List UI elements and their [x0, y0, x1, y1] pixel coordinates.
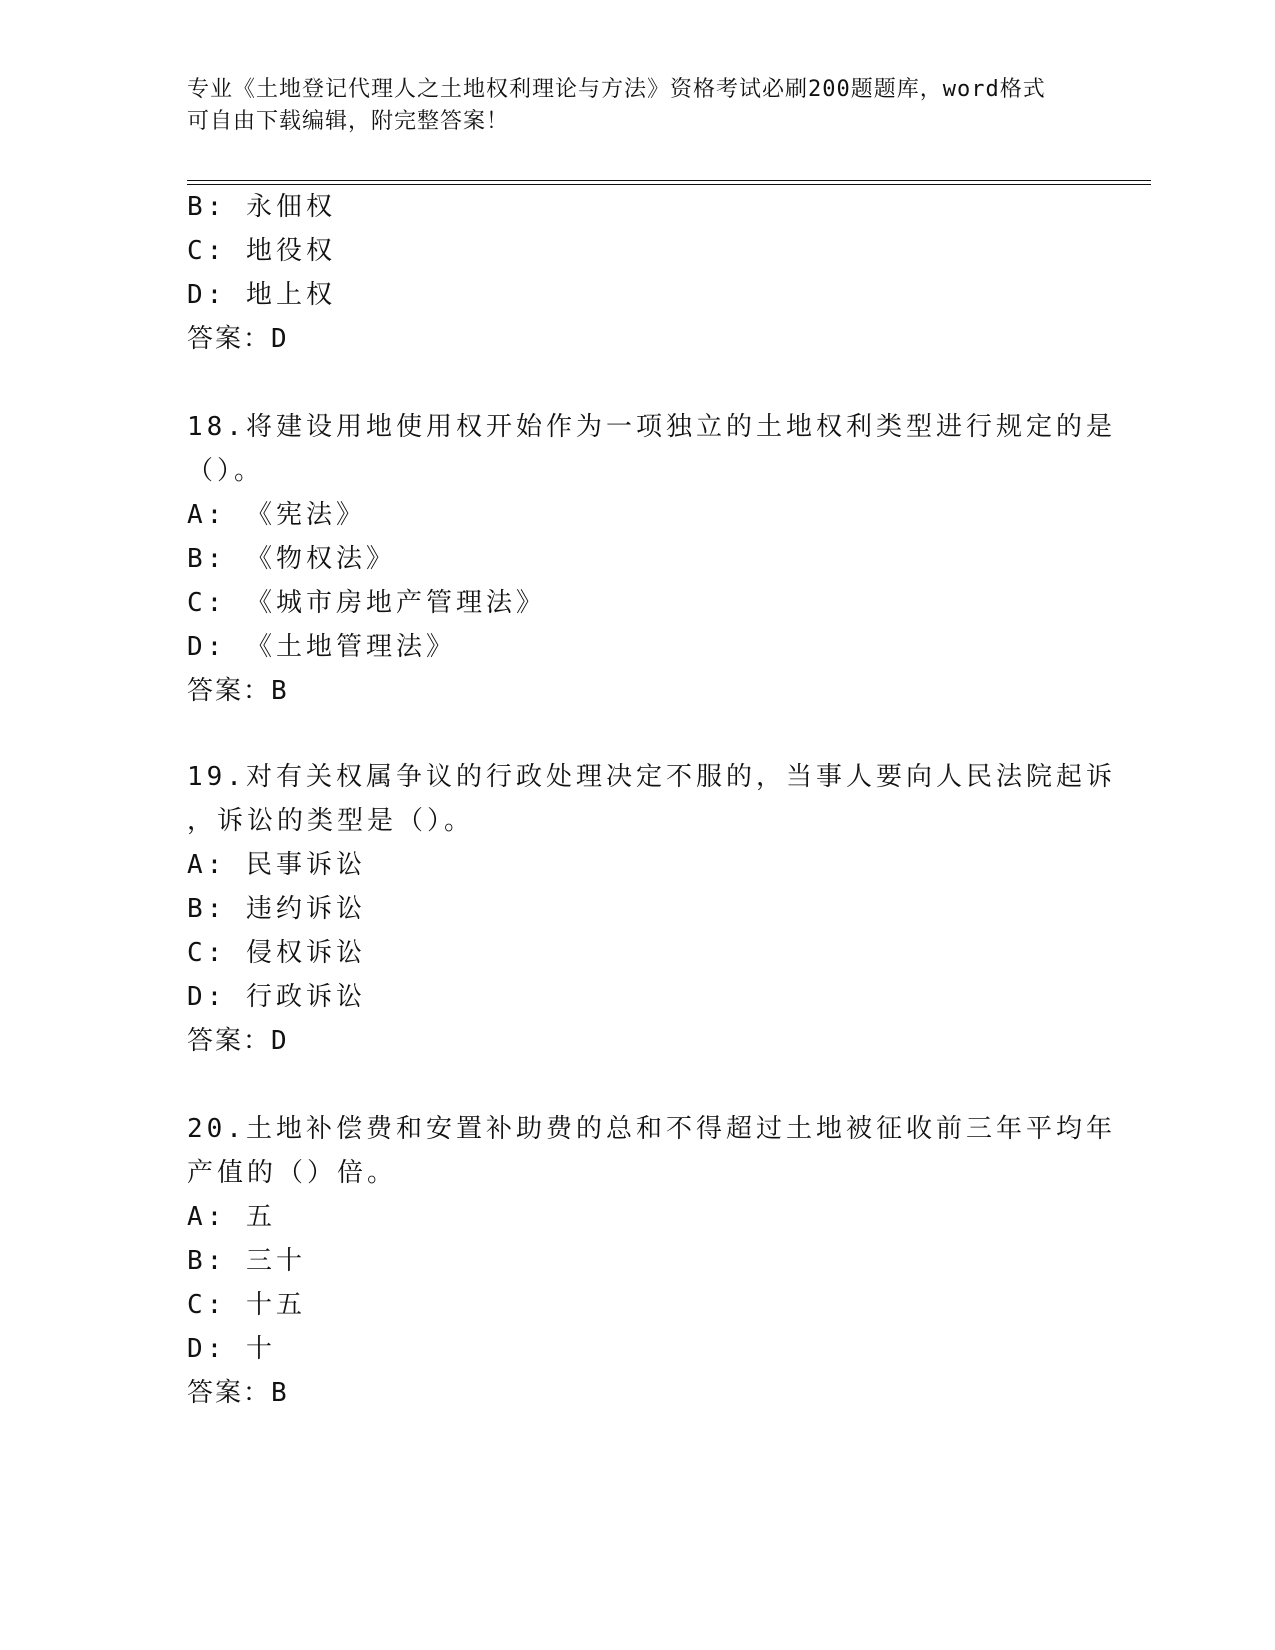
option-label: A:	[187, 500, 227, 530]
option-text: 《城市房地产管理法》	[245, 588, 546, 618]
option-label: A:	[187, 1202, 227, 1232]
question-stem: 19.对有关权属争议的行政处理决定不服的，当事人要向人民法院起诉	[187, 762, 1116, 792]
option-text: 十五	[245, 1290, 306, 1320]
option-c	[187, 936, 366, 970]
answer-line: 答案：B	[187, 676, 289, 706]
option-c	[187, 234, 336, 268]
option-a	[187, 498, 366, 532]
option-label: C:	[187, 938, 227, 968]
option-label: A:	[187, 850, 227, 880]
option-text: 地上权	[245, 280, 336, 310]
question-stem-continued: （）。	[187, 456, 265, 486]
option-text: 《宪法》	[245, 500, 366, 530]
option-d	[187, 630, 456, 664]
option-label: C:	[187, 1290, 227, 1320]
option-b	[187, 892, 366, 926]
option-label: C:	[187, 588, 227, 618]
option-text: 民事诉讼	[245, 850, 366, 880]
option-label: B:	[187, 192, 227, 222]
option-d	[187, 1332, 276, 1366]
option-label: D:	[187, 280, 227, 310]
option-a	[187, 848, 366, 882]
option-text: 《土地管理法》	[245, 632, 456, 662]
option-b	[187, 1244, 306, 1278]
option-label: C:	[187, 236, 227, 266]
option-label: B:	[187, 544, 227, 574]
option-text: 十	[245, 1334, 276, 1364]
option-d	[187, 278, 336, 312]
option-label: D:	[187, 1334, 227, 1364]
header-rule-bottom	[187, 184, 1151, 185]
question-stem-continued: 产值的（）倍。	[187, 1158, 398, 1188]
option-label: D:	[187, 982, 227, 1012]
document-header: 专业《土地登记代理人之土地权利理论与方法》资格考试必刷200题题库，word格式可自由下载编辑，附完整答案！	[187, 77, 1046, 134]
question-stem: 18.将建设用地使用权开始作为一项独立的土地权利类型进行规定的是	[187, 412, 1116, 442]
option-c	[187, 1288, 306, 1322]
option-text: 五	[245, 1202, 276, 1232]
option-label: B:	[187, 1246, 227, 1276]
question-stem-continued: ，诉讼的类型是（）。	[187, 806, 475, 836]
option-text: 违约诉讼	[245, 894, 366, 924]
option-text: 地役权	[245, 236, 336, 266]
option-b	[187, 190, 336, 224]
option-text: 侵权诉讼	[245, 938, 366, 968]
option-a	[187, 1200, 276, 1234]
answer-line: 答案：B	[187, 1378, 289, 1408]
option-label: B:	[187, 894, 227, 924]
answer-line: 答案：D	[187, 324, 289, 354]
option-c	[187, 586, 546, 620]
option-text: 《物权法》	[245, 544, 396, 574]
option-d	[187, 980, 366, 1014]
option-b	[187, 542, 396, 576]
header-rule-top	[187, 180, 1151, 181]
answer-line: 答案：D	[187, 1026, 289, 1056]
option-label: D:	[187, 632, 227, 662]
option-text: 永佃权	[245, 192, 336, 222]
option-text: 三十	[245, 1246, 306, 1276]
question-stem: 20.土地补偿费和安置补助费的总和不得超过土地被征收前三年平均年	[187, 1114, 1116, 1144]
option-text: 行政诉讼	[245, 982, 366, 1012]
